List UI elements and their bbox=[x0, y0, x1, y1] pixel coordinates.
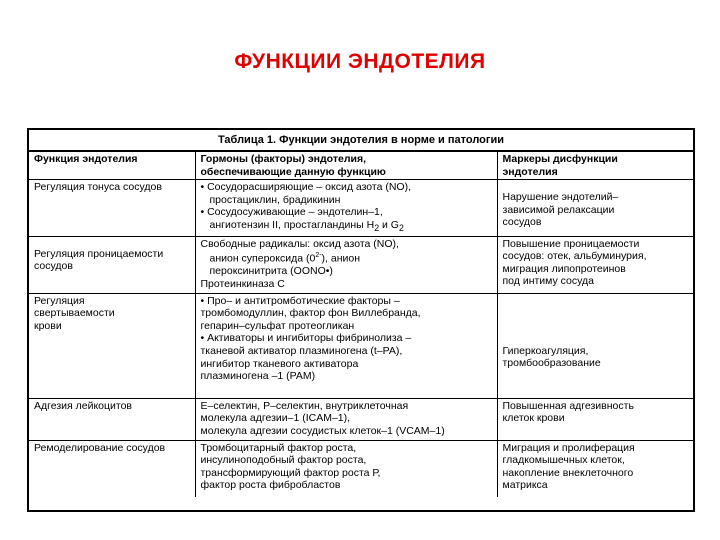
table-row bbox=[29, 236, 693, 293]
cell-markers: Нарушение эндотелий– зависимой релаксации сосудов bbox=[497, 180, 693, 236]
cell-markers: Повышение проницаемости сосудов: отек, альбуминурия, миграция липопротеинов под интиму сосуда bbox=[497, 236, 693, 293]
table-header-row bbox=[29, 151, 693, 180]
cell-markers: Миграция и пролиферация гладкомышечных клеток, накопление внеклеточного матрикса bbox=[497, 440, 693, 497]
table-row bbox=[29, 293, 693, 398]
table-row bbox=[29, 180, 693, 236]
table-row bbox=[29, 440, 693, 497]
cell-factors: Свободные радикалы: оксид азота (NO), анион супероксида $(0^{2-})$, анион пероксинитрита (OONO•) Протеинкиназа С bbox=[195, 236, 497, 293]
header-markers: Маркеры дисфункции эндотелия bbox=[497, 151, 693, 180]
cell-factors: Тромбоцитарный фактор роста, инсулиноподобный фактор роста, трансформирующий фактор роста Р, фактор роста фибробластов bbox=[195, 440, 497, 497]
cell-function: Адгезия лейкоцитов bbox=[29, 398, 195, 440]
cell-factors: • Сосудорасширяющие – оксид азота (NO), простациклин, брадикинин • Сосудосуживающие – эндотелин–1, ангиотензин II, простагландины $H_2$ и $G_2$ bbox=[195, 180, 497, 236]
functions-table-grid bbox=[29, 150, 693, 497]
cell-function: Регуляция свертываемости крови bbox=[29, 293, 195, 398]
cell-markers: Гиперкоагуляция, тромбообразование bbox=[497, 293, 693, 398]
cell-factors: • Про– и антитромботические факторы – тромбомодуллин, фактор фон Виллебранда, гепарин–сульфат протеогликан • Активаторы и ингибиторы фибринолиза – тканевой активатор плазминогена (t–PA), ингибитор тканевого активатора плазминогена –1 (PAM) bbox=[195, 293, 497, 398]
cell-function: Ремоделирование сосудов bbox=[29, 440, 195, 497]
cell-function: Регуляция проницаемости сосудов bbox=[29, 236, 195, 293]
cell-markers: Повышенная адгезивность клеток крови bbox=[497, 398, 693, 440]
table-caption: Таблица 1. Функции эндотелия в норме и патологии bbox=[217, 134, 504, 146]
header-factors: Гормоны (факторы) эндотелия, обеспечивающие данную функцию bbox=[195, 151, 497, 180]
header-function: Функция эндотелия bbox=[29, 151, 195, 180]
endothelium-functions-table bbox=[27, 128, 695, 512]
cell-function: Регуляция тонуса сосудов bbox=[29, 180, 195, 236]
cell-factors: Е–селектин, Р–селектин, внутриклеточная молекула адгезии–1 (ICAM–1), молекула адгезии сосудистых клеток–1 (VCAM–1) bbox=[195, 398, 497, 440]
table-row bbox=[29, 398, 693, 440]
slide-title: ФУНКЦИИ ЭНДОТЕЛИЯ bbox=[234, 50, 486, 73]
